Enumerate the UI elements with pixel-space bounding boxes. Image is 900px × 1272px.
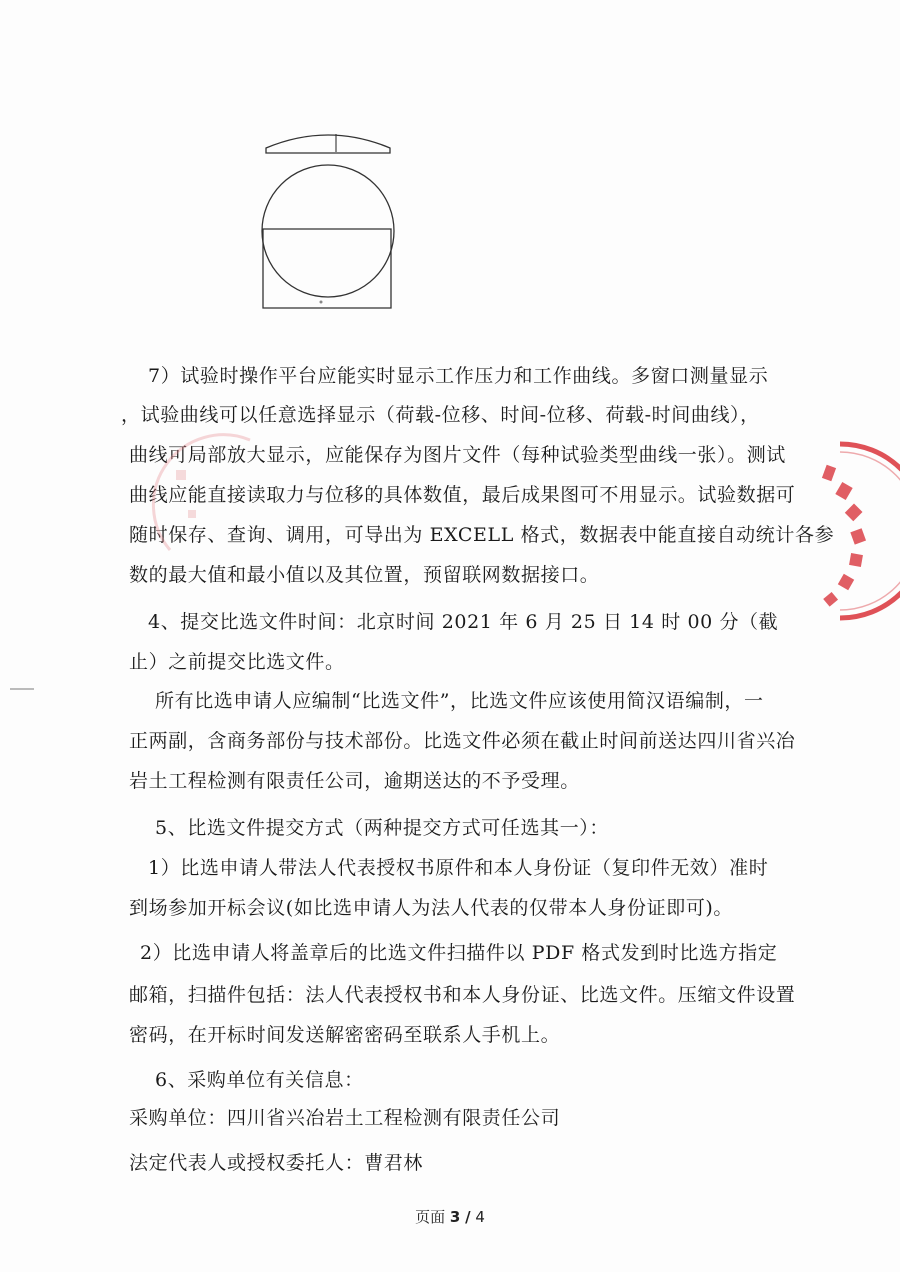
paragraph-7-line-5: 随时保存、查询、调用，可导出为 EXCELL 格式，数据表中能直接自动统计各参 [129,524,835,546]
scan-edge-mark [10,688,34,690]
footer-separator: / [465,1208,471,1226]
page-footer [0,1206,900,1227]
legal-representative-line: 法定代表人或授权委托人：曹君林 [129,1152,424,1174]
paragraph-5-1-line-2: 到场参加开标会议(如比选申请人为法人代表的仅带本人身份证即可)。 [129,897,734,919]
paragraph-5-heading: 5、比选文件提交方式（两种提交方式可任选其一）： [155,817,609,839]
paragraph-applicants-line-3: 岩土工程检测有限责任公司，逾期送达的不予受理。 [129,770,580,792]
paragraph-5-2-line-1: 2）比选申请人将盖章后的比选文件扫描件以 PDF 格式发到时比选方指定 [140,942,778,964]
paragraph-7-line-1: 7）试验时操作平台应能实时显示工作压力和工作曲线。多窗口测量显示 [148,365,769,387]
diagram-lid [266,135,390,153]
paragraph-4-line-2: 止）之前提交比选文件。 [129,651,345,673]
footer-prefix: 页面 [415,1208,446,1226]
paragraph-applicants-line-2: 正两副，含商务部份与技术部份。比选文件必须在截止时间前送达四川省兴冶 [129,730,796,752]
diagram-dot [320,301,323,304]
paragraph-6-heading: 6、采购单位有关信息： [155,1069,364,1091]
paragraph-5-2-line-2: 邮箱，扫描件包括：法人代表授权书和本人身份证、比选文件。压缩文件设置 [129,984,796,1006]
paragraph-5-1-line-1: 1）比选申请人带法人代表授权书原件和本人身份证（复印件无效）准时 [148,857,769,879]
footer-total-pages: 4 [475,1208,485,1226]
paragraph-5-2-line-3: 密码，在开标时间发送解密密码至联系人手机上。 [129,1024,561,1046]
paragraph-applicants-line-1: 所有比选申请人应编制“比选文件”，比选文件应该使用简汉语编制，一 [155,690,764,712]
paragraph-4-line-1: 4、提交比选文件时间：北京时间 2021 年 6 月 25 日 14 时 00 分（截 [148,611,779,633]
paragraph-7-line-3: 曲线可局部放大显示，应能保存为图片文件（每种试验类型曲线一张）。测试 [129,444,786,466]
diagram-box [263,229,391,308]
purchasing-unit-line: 采购单位：四川省兴冶岩土工程检测有限责任公司 [129,1107,561,1129]
paragraph-7-line-2: ，试验曲线可以任意选择显示（荷载-位移、时间-位移、荷载-时间曲线）， [121,404,760,426]
sample-diagram [258,128,398,310]
footer-current-page: 3 [449,1208,461,1226]
paragraph-7-line-6: 数的最大值和最小值以及其位置，预留联网数据接口。 [129,564,600,586]
paragraph-7-line-4: 曲线应能直接读取力与位移的具体数值，最后成果图可不用显示。试验数据可 [129,484,796,506]
diagram-circle [262,165,394,297]
